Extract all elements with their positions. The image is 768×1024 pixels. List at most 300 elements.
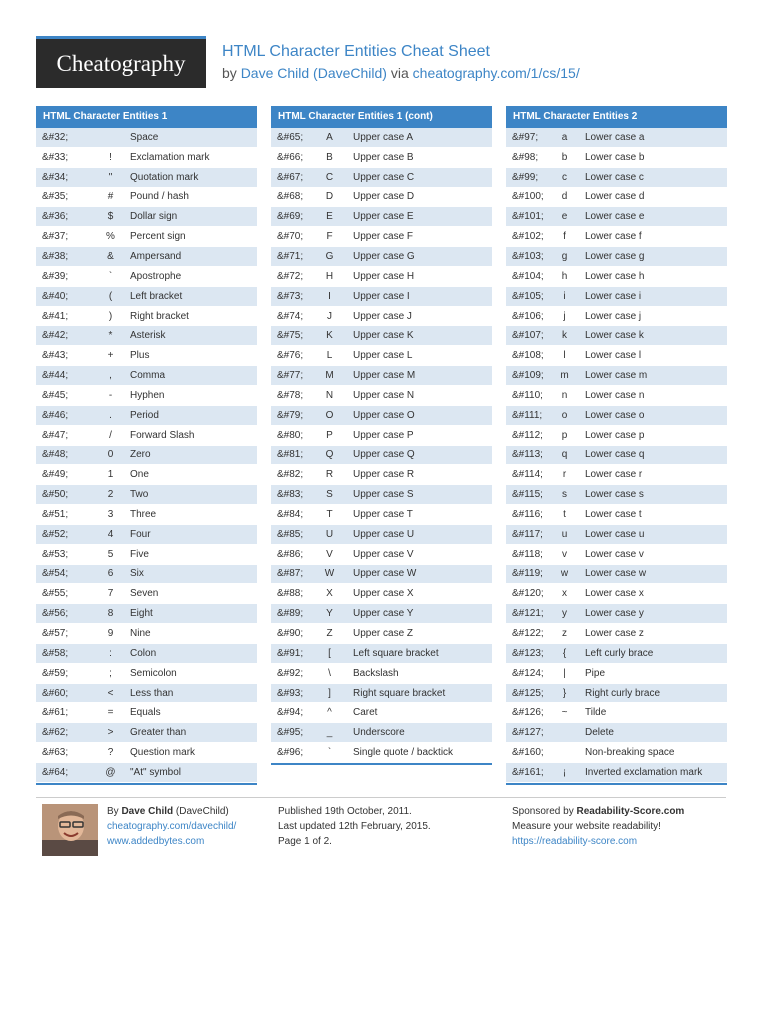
entity-description: Right square bracket: [353, 687, 446, 699]
entity-description: Upper case T: [353, 508, 413, 520]
entity-char: 3: [107, 508, 114, 520]
entity-code: &#98;: [512, 151, 539, 163]
entity-char: `: [327, 747, 332, 759]
entity-description: Upper case V: [353, 548, 414, 560]
table-row: [36, 267, 257, 287]
entity-code: &#95;: [277, 727, 304, 739]
entity-description: Lower case d: [585, 191, 645, 203]
table-row: [36, 406, 257, 426]
entity-description: Upper case X: [353, 588, 414, 600]
entity-description: Quotation mark: [130, 171, 199, 183]
entity-code: &#118;: [512, 548, 543, 560]
entity-description: Eight: [130, 608, 153, 620]
entity-description: Pipe: [585, 667, 606, 679]
table-row: [506, 465, 727, 485]
entity-code: &#49;: [42, 469, 69, 481]
entity-code: &#121;: [512, 608, 544, 620]
entity-code: &#61;: [42, 707, 69, 719]
entity-char: s: [562, 489, 567, 501]
entity-code: &#57;: [42, 628, 69, 640]
table-row: [271, 386, 492, 406]
sponsor-link[interactable]: https://readability-score.com: [512, 836, 638, 847]
entity-description: Upper case A: [353, 131, 414, 143]
entity-code: &#124;: [512, 667, 544, 679]
entity-char: c: [562, 171, 567, 183]
entity-char: {: [562, 647, 567, 659]
table-row: [506, 207, 727, 227]
entity-char: N: [325, 389, 334, 401]
entity-code: &#100;: [512, 191, 544, 203]
entity-char: P: [326, 429, 333, 441]
author-website-link[interactable]: www.addedbytes.com: [107, 836, 205, 847]
entity-char: @: [105, 766, 116, 778]
entity-code: &#112;: [512, 429, 543, 441]
entity-char: m: [560, 370, 569, 382]
table-row: [271, 148, 492, 168]
entity-code: &#34;: [42, 171, 69, 183]
entity-description: Comma: [130, 370, 166, 382]
author-line: [107, 804, 267, 819]
entity-code: &#111;: [512, 409, 543, 421]
table-row: [506, 604, 727, 624]
entity-description: Upper case B: [353, 151, 414, 163]
entities-column-3: [506, 106, 727, 785]
entity-description: Five: [130, 548, 149, 560]
entity-char: 5: [107, 548, 114, 560]
table-row: [506, 446, 727, 466]
entity-description: Question mark: [130, 747, 196, 759]
table-row: [36, 505, 257, 525]
entity-char: E: [326, 211, 333, 223]
table-row: [506, 406, 727, 426]
entity-code: &#127;: [512, 727, 544, 739]
entity-char: 8: [107, 608, 114, 620]
entity-char: 7: [107, 588, 114, 600]
entity-code: &#119;: [512, 568, 543, 580]
entity-description: Exclamation mark: [130, 151, 210, 163]
entity-char: =: [107, 707, 114, 719]
entity-code: &#52;: [42, 528, 69, 540]
table-row: [36, 188, 257, 208]
table-row: [271, 565, 492, 585]
entity-description: Lower case t: [585, 508, 642, 520]
entity-description: Upper case E: [353, 211, 414, 223]
entity-char: G: [325, 250, 334, 262]
entity-char: :: [109, 647, 112, 659]
entity-char: 4: [107, 528, 114, 540]
entity-code: &#67;: [277, 171, 304, 183]
table-row: [271, 743, 492, 763]
entity-char: H: [325, 270, 334, 282]
entity-char: p: [561, 429, 568, 441]
entity-char: .: [109, 409, 112, 421]
entity-code: &#85;: [277, 528, 304, 540]
entity-code: &#53;: [42, 548, 69, 560]
entity-char: g: [561, 250, 568, 262]
table-row: [36, 465, 257, 485]
entity-description: One: [130, 469, 149, 481]
table-row: [271, 446, 492, 466]
entity-description: Pound / hash: [130, 191, 189, 203]
entity-code: &#76;: [277, 350, 304, 362]
entity-char: q: [561, 449, 568, 461]
entity-description: Upper case D: [353, 191, 415, 203]
entity-description: Upper case I: [353, 290, 410, 302]
entity-description: Left curly brace: [585, 647, 654, 659]
entity-description: Six: [130, 568, 144, 580]
entity-code: &#89;: [277, 608, 304, 620]
entity-code: &#83;: [277, 489, 304, 501]
table-row: [506, 287, 727, 307]
table-row: [271, 168, 492, 188]
entity-description: Ampersand: [130, 250, 182, 262]
entity-description: Upper case S: [353, 489, 414, 501]
table-row: [271, 346, 492, 366]
table-row: [36, 346, 257, 366]
entity-char: 2: [107, 489, 114, 501]
entity-description: Upper case U: [353, 528, 415, 540]
entity-code: &#74;: [277, 310, 304, 322]
table-row: [506, 247, 727, 267]
entity-code: &#69;: [277, 211, 304, 223]
entity-code: &#116;: [512, 508, 543, 520]
entity-char: r: [562, 469, 567, 481]
page-title: HTML Character Entities Cheat Sheet: [222, 43, 490, 60]
author-avatar: [42, 804, 98, 856]
entities-column-1: [36, 106, 257, 785]
entity-code: &#84;: [277, 508, 304, 520]
table-row: [36, 624, 257, 644]
entity-char: R: [325, 469, 334, 481]
entity-char: u: [561, 528, 568, 540]
updated-date: Last updated 12th February, 2015.: [278, 821, 431, 832]
entity-description: Space: [130, 131, 159, 143]
entity-code: &#97;: [512, 131, 539, 143]
table-row: [506, 366, 727, 386]
header: [222, 42, 580, 82]
entity-char: _: [326, 727, 333, 739]
entity-char: `: [108, 270, 113, 282]
entity-code: &#78;: [277, 389, 304, 401]
entity-char: %: [106, 231, 115, 243]
entity-description: Left bracket: [130, 290, 183, 302]
entity-char: L: [326, 350, 333, 362]
entity-description: Seven: [130, 588, 159, 600]
cheatography-logo[interactable]: Cheatography: [36, 36, 206, 88]
entity-char: $: [107, 211, 114, 223]
entity-description: Single quote / backtick: [353, 747, 454, 759]
table-row: [271, 664, 492, 684]
entity-char: ): [108, 310, 113, 322]
entity-code: &#93;: [277, 687, 304, 699]
sheet-url-link[interactable]: cheatography.com/1/cs/15/: [412, 65, 580, 81]
entity-description: Upper case K: [353, 330, 414, 342]
entity-char: ^: [327, 707, 332, 719]
entity-code: &#41;: [42, 310, 69, 322]
footer-divider: [36, 797, 726, 798]
entity-char: h: [561, 270, 568, 282]
byline-via: via: [390, 65, 409, 81]
table-row: [506, 624, 727, 644]
entity-char: V: [326, 548, 333, 560]
table-row: [506, 168, 727, 188]
entity-char: ": [108, 171, 113, 183]
entity-code: &#115;: [512, 489, 543, 501]
table-row: [506, 128, 727, 148]
entity-description: Zero: [130, 449, 151, 461]
entity-char: t: [563, 508, 566, 520]
entity-description: Asterisk: [130, 330, 166, 342]
entity-description: Lower case y: [585, 608, 644, 620]
entity-description: Two: [130, 489, 149, 501]
table-row: [36, 664, 257, 684]
entity-code: &#120;: [512, 588, 544, 600]
entity-description: Underscore: [353, 727, 405, 739]
entity-description: Lower case b: [585, 151, 645, 163]
entity-char: T: [326, 508, 333, 520]
table-row: [36, 763, 257, 783]
entity-char: >: [107, 727, 114, 739]
table-row: [506, 386, 727, 406]
footer-publication: [278, 804, 498, 849]
entity-code: &#59;: [42, 667, 69, 679]
entity-table: [506, 128, 727, 785]
entity-description: Greater than: [130, 727, 187, 739]
entity-code: &#106;: [512, 310, 544, 322]
table-row: [36, 287, 257, 307]
entity-code: &#79;: [277, 409, 304, 421]
entity-description: Percent sign: [130, 231, 186, 243]
table-row: [271, 326, 492, 346]
table-row: [36, 207, 257, 227]
entity-code: &#44;: [42, 370, 69, 382]
entity-description: Non-breaking space: [585, 747, 675, 759]
table-row: [506, 426, 727, 446]
entity-description: Upper case Z: [353, 628, 414, 640]
entity-code: &#114;: [512, 469, 543, 481]
entity-code: &#56;: [42, 608, 69, 620]
author-profile-link[interactable]: cheatography.com/davechild/: [107, 821, 237, 832]
entity-description: Upper case G: [353, 250, 415, 262]
entity-char: n: [561, 389, 568, 401]
entity-description: Equals: [130, 707, 161, 719]
entity-description: Lower case s: [585, 489, 644, 501]
table-row: [36, 168, 257, 188]
entity-description: Lower case c: [585, 171, 644, 183]
entity-code: &#86;: [277, 548, 304, 560]
table-row: [271, 366, 492, 386]
table-row: [271, 624, 492, 644]
entity-description: Lower case e: [585, 211, 645, 223]
entity-description: Period: [130, 409, 159, 421]
table-row: [36, 703, 257, 723]
entity-char: Q: [325, 449, 334, 461]
table-row: [506, 188, 727, 208]
table-row: [271, 188, 492, 208]
table-row: [271, 207, 492, 227]
table-row: [271, 604, 492, 624]
table-row: [36, 307, 257, 327]
table-row: [506, 703, 727, 723]
entity-char: ,: [109, 370, 112, 382]
entity-code: &#58;: [42, 647, 69, 659]
table-row: [271, 227, 492, 247]
table-row: [36, 545, 257, 565]
table-row: [271, 644, 492, 664]
table-row: [271, 426, 492, 446]
entity-code: &#81;: [277, 449, 304, 461]
entity-code: &#73;: [277, 290, 304, 302]
entity-description: Lower case n: [585, 389, 645, 401]
entity-code: &#123;: [512, 647, 544, 659]
entity-description: Upper case N: [353, 389, 415, 401]
author-link[interactable]: Dave Child (DaveChild): [240, 65, 387, 81]
table-row: [36, 247, 257, 267]
entity-description: Inverted exclamation mark: [585, 766, 703, 778]
entity-code: &#62;: [42, 727, 69, 739]
table-row: [506, 545, 727, 565]
table-row: [36, 128, 257, 148]
entity-description: Lower case f: [585, 231, 642, 243]
entity-char: l: [563, 350, 566, 362]
entity-char: M: [325, 370, 334, 382]
entity-char: b: [561, 151, 568, 163]
entity-code: &#32;: [42, 131, 69, 143]
entity-code: &#75;: [277, 330, 304, 342]
table-row: [271, 684, 492, 704]
table-row: [271, 584, 492, 604]
entity-char: 0: [107, 449, 114, 461]
column-heading: HTML Character Entities 1 (cont): [271, 106, 492, 128]
entity-code: &#66;: [277, 151, 304, 163]
entity-code: &#71;: [277, 250, 304, 262]
page-number: Page 1 of 2.: [278, 836, 332, 847]
table-row: [36, 446, 257, 466]
entity-description: Upper case M: [353, 370, 416, 382]
table-row: [36, 148, 257, 168]
entity-description: Lower case z: [585, 628, 644, 640]
entity-description: Lower case x: [585, 588, 644, 600]
author-name: Dave Child: [121, 806, 174, 817]
entity-code: &#161;: [512, 766, 544, 778]
entity-code: &#65;: [277, 131, 304, 143]
entity-char: j: [563, 310, 566, 322]
entity-char: 1: [107, 469, 114, 481]
table-row: [271, 307, 492, 327]
entity-code: &#63;: [42, 747, 69, 759]
table-row: [506, 227, 727, 247]
entity-description: Upper case Y: [353, 608, 414, 620]
entity-char: #: [107, 191, 114, 203]
table-row: [36, 584, 257, 604]
entity-code: &#33;: [42, 151, 69, 163]
entity-code: &#35;: [42, 191, 69, 203]
table-row: [271, 406, 492, 426]
entity-code: &#55;: [42, 588, 69, 600]
sponsor-line: [512, 804, 726, 819]
entity-char: z: [562, 628, 567, 640]
entity-char: /: [109, 429, 112, 441]
entity-char: v: [562, 548, 567, 560]
entity-description: Lower case v: [585, 548, 644, 560]
entity-description: Upper case L: [353, 350, 413, 362]
sponsor-tagline: Measure your website readability!: [512, 821, 661, 832]
table-row: [271, 723, 492, 743]
table-row: [36, 743, 257, 763]
entity-code: &#88;: [277, 588, 304, 600]
entity-description: Upper case J: [353, 310, 412, 322]
author-details: [107, 804, 267, 849]
entity-char: &: [107, 250, 114, 262]
table-row: [271, 247, 492, 267]
entity-code: &#39;: [42, 270, 69, 282]
table-row: [36, 485, 257, 505]
table-row: [506, 505, 727, 525]
entity-char: 6: [107, 568, 114, 580]
entity-char: A: [326, 131, 333, 143]
entity-description: Caret: [353, 707, 378, 719]
entity-description: Upper case O: [353, 409, 415, 421]
entity-code: &#51;: [42, 508, 69, 520]
sponsor-name[interactable]: Readability-Score.com: [576, 806, 685, 817]
entity-table: [271, 128, 492, 765]
entity-code: &#117;: [512, 528, 543, 540]
entity-char: K: [326, 330, 333, 342]
table-row: [506, 148, 727, 168]
entity-code: &#92;: [277, 667, 304, 679]
entity-description: Lower case g: [585, 250, 645, 262]
entity-description: Lower case a: [585, 131, 645, 143]
table-row: [506, 326, 727, 346]
entity-code: &#42;: [42, 330, 69, 342]
entity-description: Lower case q: [585, 449, 645, 461]
table-row: [36, 604, 257, 624]
entity-description: Lower case u: [585, 528, 645, 540]
entity-char: !: [109, 151, 112, 163]
entity-description: Three: [130, 508, 157, 520]
entity-char: Y: [326, 608, 333, 620]
entity-code: &#160;: [512, 747, 544, 759]
entity-char: 9: [107, 628, 114, 640]
entity-char: i: [563, 290, 566, 302]
entity-code: &#46;: [42, 409, 69, 421]
entity-char: ?: [107, 747, 114, 759]
entity-char: B: [326, 151, 333, 163]
entity-description: Left square bracket: [353, 647, 439, 659]
entity-description: Upper case Q: [353, 449, 415, 461]
entity-code: &#99;: [512, 171, 539, 183]
table-row: [271, 128, 492, 148]
table-row: [36, 366, 257, 386]
entity-char: ;: [109, 667, 112, 679]
entity-char: U: [325, 528, 334, 540]
entity-description: Upper case C: [353, 171, 415, 183]
entity-char: *: [108, 330, 113, 342]
entity-char: }: [562, 687, 567, 699]
table-row: [271, 505, 492, 525]
byline: [222, 64, 580, 82]
entity-char: x: [562, 588, 567, 600]
entity-code: &#47;: [42, 429, 69, 441]
table-row: [36, 565, 257, 585]
entity-table: [36, 128, 257, 785]
sponsor-prefix: Sponsored by: [512, 806, 574, 817]
entity-char: d: [561, 191, 568, 203]
table-row: [36, 326, 257, 346]
entity-char: (: [108, 290, 113, 302]
entity-char: S: [326, 489, 333, 501]
entity-char: Z: [326, 628, 333, 640]
